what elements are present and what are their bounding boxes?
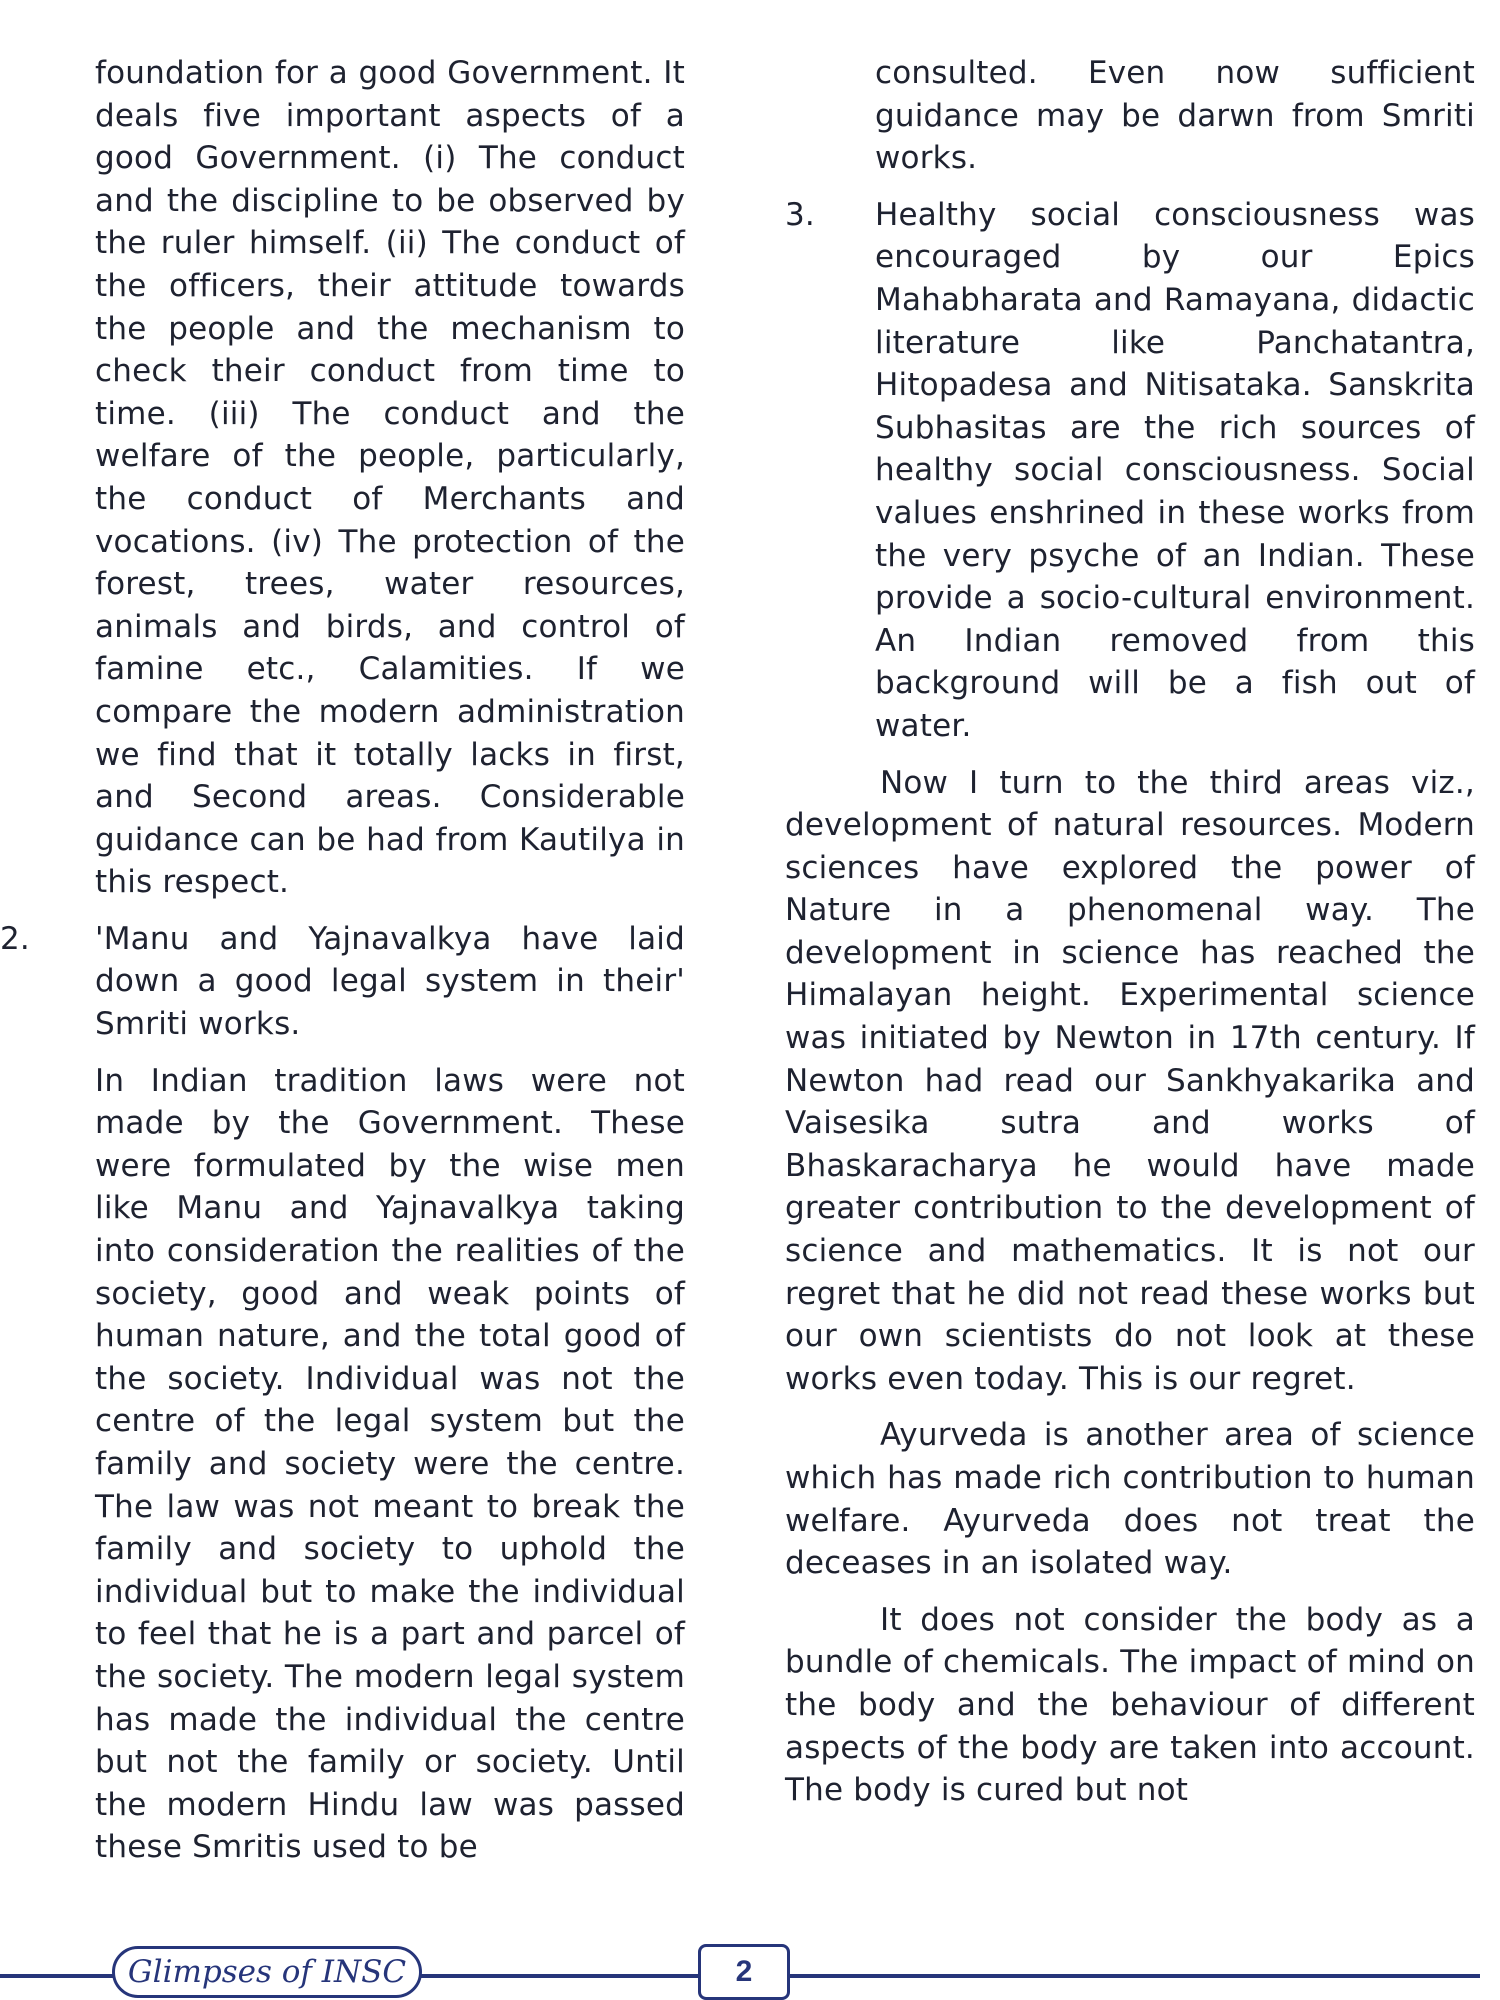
footer-publication-title: Glimpses of INSC — [112, 1946, 422, 1998]
left-column — [0, 52, 685, 1869]
right-paragraph-3: Ayurveda is another area of science which has made rich contribution to human welfare. Ayurveda does not treat the deceases in an isolated way. — [785, 1417, 1475, 1582]
right-column — [785, 52, 1475, 1812]
right-paragraph-1: consulted. Even now sufficient guidance may be darwn from Smriti works. — [875, 55, 1475, 177]
item-3-text: Healthy social consciousness was encouraged by our Epics Mahabharata and Ramayana, didactic literature like Panchatantra, Hitopadesa and Nitisataka. Sanskrita Subhasitas are the rich sources of healthy social consciousness. Social values enshrined in these works from the very psyche of an Indian. These provide a socio-cultural environment. An Indian removed from this background will be a fish out of water. — [875, 196, 1475, 744]
right-paragraph-2: Now I turn to the third areas viz., development of natural resources. Modern sciences have explored the power of Nature in a phenomenal way. The development in science has reached the Himalayan height. Experimental science was initiated by Newton in 17th century. If Newton had read our Sankhyakarika and Vaisesika sutra and works of Bhaskaracharya he would have made greater contribution to the development of science and mathematics. It is not our regret that he did not read these works but our own scientists do not look at these works even today. This is our regret. — [785, 764, 1475, 1397]
item-number-3: 3. — [785, 196, 815, 233]
numbered-item-2 — [0, 918, 685, 1046]
page-footer — [0, 1940, 1500, 2000]
left-paragraph-2: In Indian tradition laws were not made by the Government. These were formulated by the wise men like Manu and Yajnavalkya taking into consideration the realities of the society, good and weak points of human nature, and the total good of the society. Individual was not the centre of the legal system but the family and society were the centre. The law was not meant to break the family and society to uphold the individual but to make the individual to feel that he is a part and parcel of the society. The modern legal system has made the individual the centre but not the family or society. Until the modern Hindu law was passed these Smritis used to be — [95, 1062, 685, 1866]
item-number-2: 2. — [0, 920, 30, 957]
right-paragraph-4: It does not consider the body as a bundle of chemicals. The impact of mind on the body and the behaviour of different aspects of the body are taken into account. The body is cured but not — [785, 1601, 1475, 1809]
footer-rule-left — [0, 1974, 120, 1978]
numbered-item-3 — [785, 194, 1475, 748]
left-paragraph-1: foundation for a good Government. It deals five important aspects of a good Government. (i) The conduct and the discipline to be observed by the ruler himself. (ii) The conduct of the officers, their attitude towards the people and the mechanism to check their conduct from time to time. (iii) The conduct and the welfare of the people, particularly, the conduct of Merchants and vocations. (iv) The protection of the forest, trees, water resources, animals and birds, and control of famine etc., Calamities. If we compare the modern administration we find that it totally lacks in first, and Second areas. Considerable guidance can be had from Kautilya in this respect. — [95, 55, 685, 901]
footer-rule-right — [790, 1974, 1480, 1978]
page-number: 2 — [698, 1944, 790, 2000]
footer-rule-middle — [408, 1974, 698, 1978]
item-2-text: 'Manu and Yajnavalkya have laid down a good legal system in their' Smriti works. — [95, 920, 685, 1043]
